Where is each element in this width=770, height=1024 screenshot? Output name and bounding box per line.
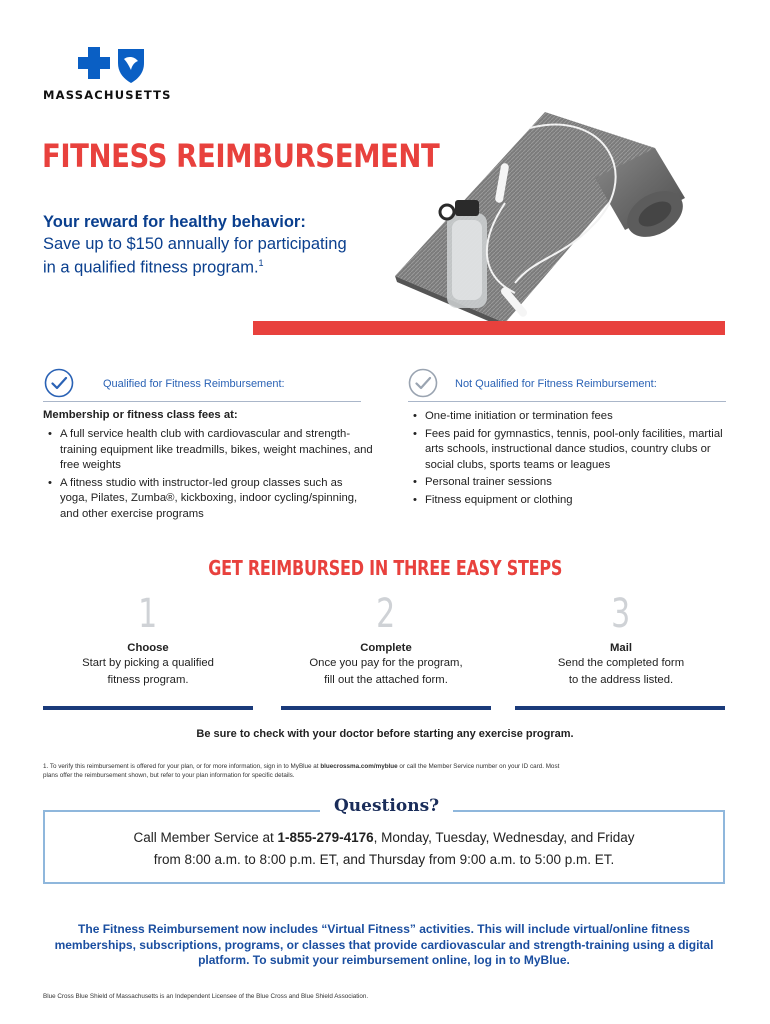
logo-text: MASSACHUSETTS — [43, 88, 172, 102]
step-desc-line: fill out the attached form. — [324, 674, 448, 686]
check-circle-icon — [44, 368, 74, 398]
step-complete — [266, 590, 506, 688]
bcbs-logo-icon — [78, 45, 174, 89]
qualified-intro: Membership or fitness class fees at: — [43, 409, 238, 421]
step-mail — [501, 590, 741, 688]
page-title: FITNESS REIMBURSEMENT — [42, 137, 440, 175]
myblue-link[interactable]: bluecrossma.com/myblue — [320, 763, 398, 770]
step-desc-line: Start by picking a qualified — [82, 657, 214, 669]
questions-title: Questions? — [320, 796, 453, 816]
step-bar — [43, 706, 253, 710]
list-item: • One-time initiation or termination fees — [408, 409, 728, 425]
step-name: Mail — [610, 642, 632, 654]
yoga-mat-photo — [355, 108, 690, 333]
step-number: 1 — [138, 591, 158, 637]
list-item: • A full service health club with cardiovascular and strength-training equipment like treadmills, bikes, weight machines, and free weights — [43, 427, 373, 474]
lead-line-1: Save up to $150 annually for participating — [43, 235, 347, 253]
qualified-heading: Qualified for Fitness Reimbursement: — [103, 378, 285, 390]
accent-bar — [253, 321, 725, 335]
not-qualified-list — [408, 409, 728, 510]
step-name: Complete — [360, 642, 412, 654]
lead-heading: Your reward for healthy behavior: — [43, 213, 306, 231]
qualified-list — [43, 427, 373, 524]
phone-number[interactable]: 1-855-279-4176 — [277, 830, 374, 845]
step-desc-line: Send the completed form — [557, 657, 685, 669]
not-qualified-divider — [408, 401, 726, 402]
legal-text: Blue Cross Blue Shield of Massachusetts is an Independent Licensee of the Blue Cross and Blue Shield Association. — [43, 993, 369, 1000]
step-number: 2 — [376, 591, 396, 637]
steps-title: GET REIMBURSED IN THREE EASY STEPS — [208, 556, 562, 580]
step-bar — [281, 706, 491, 710]
qualified-divider — [43, 401, 361, 402]
step-choose — [28, 590, 268, 688]
footnote-marker: 1 — [258, 258, 264, 268]
list-item: • A fitness studio with instructor-led group classes such as yoga, Pilates, Zumba®, kickboxing, indoor cycling/spinning, and other exercise programs — [43, 476, 373, 523]
step-desc-line: to the address listed. — [568, 674, 674, 686]
virtual-fitness-note: The Fitness Reimbursement now includes “Virtual Fitness” activities. This will include virtual/online fitness memberships, subscriptions, programs, or classes that provide cardiovascular and strength-training using a digital platform. To submit your reimbursement online, log in to MyBlue. — [54, 922, 714, 967]
check-circle-grey-icon — [408, 368, 438, 398]
questions-line-2: from 8:00 a.m. to 8:00 p.m. ET, and Thursday from 9:00 a.m. to 5:00 p.m. ET. — [153, 852, 615, 867]
step-number: 3 — [611, 591, 631, 637]
list-item: • Fees paid for gymnastics, tennis, pool-only facilities, martial arts schools, instructional dance studios, country clubs or social clubs, sports teams or leagues — [408, 427, 728, 474]
not-qualified-heading: Not Qualified for Fitness Reimbursement: — [455, 378, 657, 390]
list-item: • Personal trainer sessions — [408, 475, 728, 491]
list-item: • Fitness equipment or clothing — [408, 493, 728, 509]
footnote: 1. To verify this reimbursement is offered for your plan, or for more information, sign in to MyBlue at bluecrossma.com/myblue or call the Member Service number on your ID card. Most plans offer the reimbursement shown, but refer to your plan information for specific details. — [43, 763, 560, 779]
questions-box — [43, 810, 725, 884]
step-desc-line: fitness program. — [107, 674, 189, 686]
doctor-note: Be sure to check with your doctor before starting any exercise program. — [196, 728, 574, 740]
questions-line-1: Call Member Service at 1-855-279-4176, Monday, Tuesday, Wednesday, and Friday — [133, 830, 635, 845]
step-desc-line: Once you pay for the program, — [309, 657, 463, 669]
step-name: Choose — [127, 642, 169, 654]
lead-line-2: in a qualified fitness program.$^1$ — [43, 258, 264, 277]
step-bar — [515, 706, 725, 710]
